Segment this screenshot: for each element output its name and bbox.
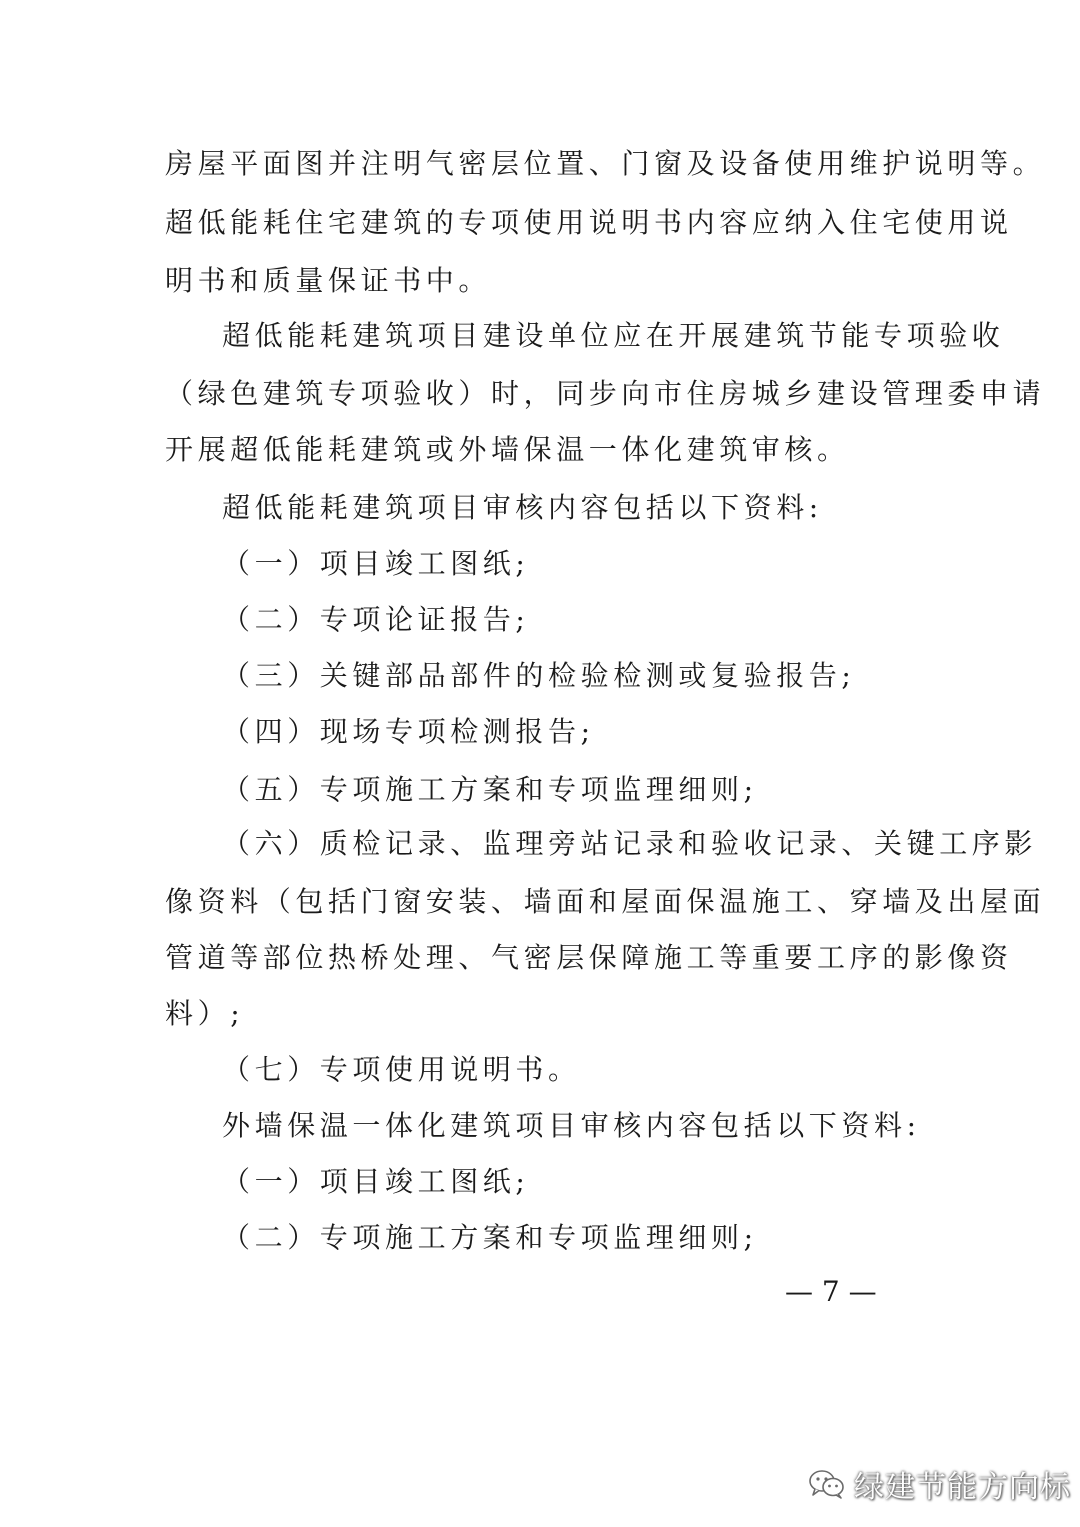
text-line: 超低能耗建筑项目审核内容包括以下资料: xyxy=(222,491,823,524)
wechat-icon xyxy=(808,1468,846,1500)
list-item: （三）关键部品部件的检验检测或复验报告; xyxy=(222,659,856,692)
list-item: （六）质检记录、监理旁站记录和验收记录、关键工序影 xyxy=(222,827,1038,860)
text-line: 外墙保温一体化建筑项目审核内容包括以下资料: xyxy=(222,1109,921,1142)
list-item: （二）专项施工方案和专项监理细则; xyxy=(222,1221,758,1254)
list-item: （七）专项使用说明书。 xyxy=(222,1053,581,1086)
list-item: （五）专项施工方案和专项监理细则; xyxy=(222,773,758,806)
text-line: 房屋平面图并注明气密层位置、门窗及设备使用维护说明等。 xyxy=(165,147,1046,180)
text-line: 超低能耗建筑项目建设单位应在开展建筑节能专项验收 xyxy=(222,319,1005,352)
watermark xyxy=(808,1464,1071,1504)
text-line: 像资料（包括门窗安装、墙面和屋面保温施工、穿墙及出屋面 xyxy=(165,885,1046,918)
list-item: （二）专项论证报告; xyxy=(222,603,530,636)
text-line: 管道等部位热桥处理、气密层保障施工等重要工序的影像资 xyxy=(165,941,1013,974)
text-line: 料）; xyxy=(165,997,245,1030)
list-item: （四）现场专项检测报告; xyxy=(222,715,595,748)
text-line: 超低能耗住宅建筑的专项使用说明书内容应纳入住宅使用说 xyxy=(165,206,1013,239)
text-line: 开展超低能耗建筑或外墙保温一体化建筑审核。 xyxy=(165,433,850,466)
list-item: （一）项目竣工图纸; xyxy=(222,1165,530,1198)
text-line: （绿色建筑专项验收）时，同步向市住房城乡建设管理委申请 xyxy=(165,377,1046,410)
list-item: （一）项目竣工图纸; xyxy=(222,547,530,580)
text-line: 明书和质量保证书中。 xyxy=(165,264,492,297)
page-number: — 7 — xyxy=(785,1275,877,1308)
watermark-text: 绿建节能方向标 xyxy=(854,1470,1071,1505)
